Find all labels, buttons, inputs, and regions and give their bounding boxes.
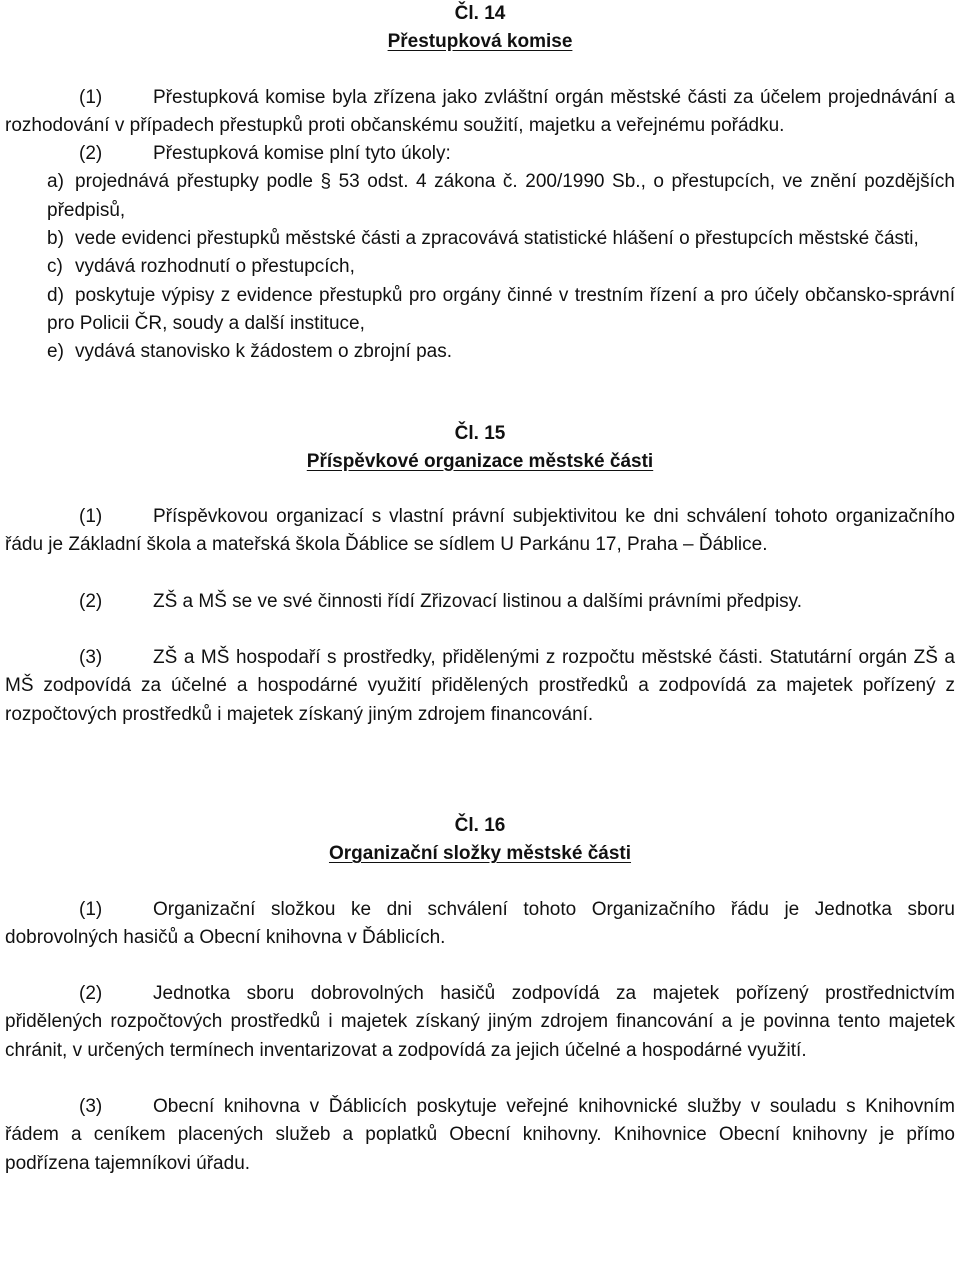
paragraph-number: (1) <box>79 506 103 528</box>
paragraph-text: Jednotka sboru dobrovolných hasičů zodpovídá za majetek pořízený prostřednictvím přidělených rozpočtových prostředků i majetek získaný jiným zdrojem financování a je povinna tento majetek chránit, v určených termínech inventarizovat a zodpovídá za jejich účelné a hospodárné využití. <box>5 983 955 1061</box>
task-item-e <box>5 338 955 366</box>
task-label: c) <box>47 256 63 278</box>
article-15 <box>5 420 955 729</box>
paragraph-text: Obecní knihovna v Ďáblicích poskytuje veřejné knihovnické služby v souladu s Knihovním řádem a ceníkem placených služeb a poplatků Obecní knihovny. Knihovnice Obecní knihovny je přímo podřízena tajemníkovi úřadu. <box>5 1096 955 1174</box>
paragraph-number: (3) <box>79 647 103 669</box>
task-label: d) <box>47 284 64 306</box>
task-item-d <box>5 282 955 339</box>
paragraph-number: (2) <box>79 983 103 1005</box>
task-text: vede evidenci přestupků městské části a zpracovává statistické hlášení o přestupcích městské části, <box>75 228 919 250</box>
paragraph-text: Příspěvkovou organizací s vlastní právní subjektivitou ke dni schválení tohoto organizačního řádu je Základní škola a mateřská škola Ďáblice se sídlem U Parkánu 17, Praha – Ďáblice. <box>5 506 955 556</box>
article-15-number: Čl. 15 <box>454 422 506 444</box>
paragraph-number: (1) <box>79 86 103 108</box>
article-15-paragraph-3 <box>5 644 955 729</box>
task-label: a) <box>47 171 64 193</box>
paragraph-text: ZŠ a MŠ hospodaří s prostředky, přidělenými z rozpočtu městské části. Statutární orgán ZŠ a MŠ zodpovídá za účelné a hospodárné využití přidělených prostředků a zodpovídá za majetek pořízený z rozpočtových prostředků i majetek získaný jiným zdrojem financování. <box>5 647 955 725</box>
paragraph-text: Přestupková komise plní tyto úkoly: <box>153 143 451 165</box>
task-item-b <box>5 225 955 253</box>
task-text: vydává stanovisko k žádostem o zbrojní pas. <box>75 341 453 363</box>
article-14-paragraph-1 <box>5 84 955 141</box>
task-item-a <box>5 168 955 225</box>
article-14-number: Čl. 14 <box>454 3 506 24</box>
article-15-title: Příspěvkové organizace městské části <box>306 450 654 472</box>
task-item-c <box>5 253 955 281</box>
article-16-number: Čl. 16 <box>454 814 506 836</box>
article-16-paragraph-1 <box>5 896 955 953</box>
article-14 <box>5 0 955 367</box>
article-14-title: Přestupková komise <box>387 31 573 53</box>
article-16 <box>5 812 955 1178</box>
task-text: poskytuje výpisy z evidence přestupků pro orgány činné v trestním řízení a pro účely občansko-správní pro Policii ČR, soudy a další instituce, <box>47 284 955 334</box>
paragraph-number: (2) <box>79 143 103 165</box>
article-16-title: Organizační složky městské části <box>328 843 632 865</box>
article-15-paragraph-2 <box>5 588 955 616</box>
document-page <box>5 0 955 1178</box>
article-16-paragraph-2 <box>5 980 955 1065</box>
paragraph-text: Organizační složkou ke dni schválení tohoto Organizačního řádu je Jednotka sboru dobrovolných hasičů a Obecní knihovna v Ďáblicích. <box>5 898 955 948</box>
task-label: e) <box>47 341 64 363</box>
paragraph-number: (2) <box>79 590 103 612</box>
task-text: vydává rozhodnutí o přestupcích, <box>75 256 355 278</box>
article-16-paragraph-3 <box>5 1093 955 1178</box>
article-15-paragraph-1 <box>5 503 955 560</box>
article-14-paragraph-2 <box>5 140 955 168</box>
task-text: projednává přestupky podle § 53 odst. 4 zákona č. 200/1990 Sb., o přestupcích, ve znění pozdějších předpisů, <box>47 171 955 221</box>
paragraph-text: Přestupková komise byla zřízena jako zvláštní orgán městské části za účelem projednávání a rozhodování v případech přestupků proti občanskému soužití, majetku a veřejnému pořádku. <box>5 86 955 136</box>
paragraph-text: ZŠ a MŠ se ve své činnosti řídí Zřizovací listinou a dalšími právními předpisy. <box>153 590 803 612</box>
task-label: b) <box>47 228 64 250</box>
paragraph-number: (3) <box>79 1096 103 1118</box>
paragraph-number: (1) <box>79 898 103 920</box>
